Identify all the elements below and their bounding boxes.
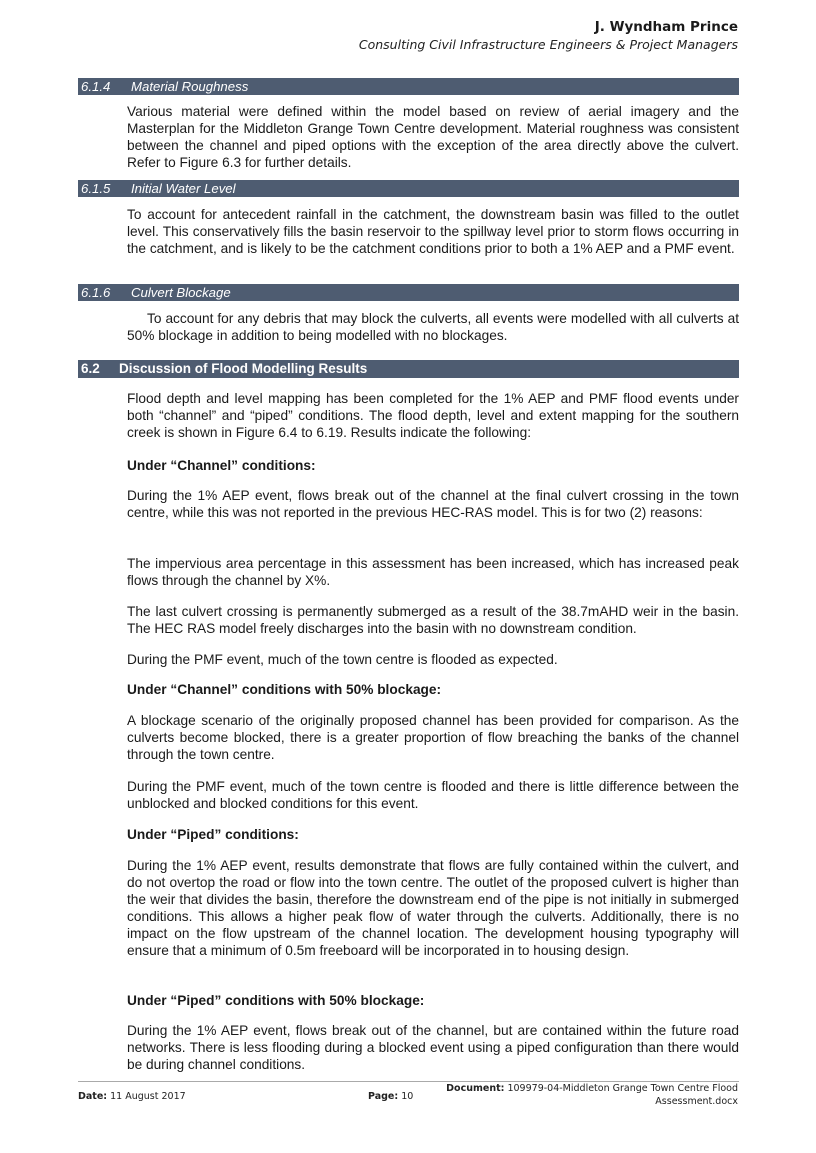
page-number: 10 xyxy=(401,1091,414,1102)
paragraph-material-roughness: Various material were defined within the model based on review of aerial imagery and the Masterplan for the Middleton Grange Town Centre development. Material roughness was consistent between the channel and piped options with the exception of the area directly above the culvert. Refer to Figure 6.3 for further details. xyxy=(127,104,739,170)
subheading-piped-blockage: Under “Piped” conditions with 50% blockage: xyxy=(127,993,425,1008)
company-tagline: Consulting Civil Infrastructure Engineers & Project Managers xyxy=(358,37,738,52)
subheading-piped: Under “Piped” conditions: xyxy=(127,827,299,842)
paragraph-piped-blockage-1: During the 1% AEP event, flows break out of the channel, but are contained within the future road networks. There is less flooding during a blocked event using a piped configuration than there would be during channel conditions. xyxy=(127,1023,739,1072)
section-heading-6-1-6 xyxy=(78,284,739,301)
page-label: Page: xyxy=(368,1091,399,1102)
section-title: Culvert Blockage xyxy=(131,285,231,300)
paragraph-channel-4: During the PMF event, much of the town centre is flooded as expected. xyxy=(127,652,558,667)
date-value: 11 August 2017 xyxy=(110,1091,186,1102)
paragraph-initial-water-level: To account for antecedent rainfall in the catchment, the downstream basin was filled to the outlet level. This conservatively fills the basin reservoir to the spillway level prior to storm flows occurring in the catchment, and is likely to be the catchment conditions prior to both a 1% AEP and a PMF event. xyxy=(127,207,739,256)
section-title: Discussion of Flood Modelling Results xyxy=(119,361,368,376)
section-heading-6-1-4 xyxy=(78,78,739,95)
document-name-line1: 109979-04-Middleton Grange Town Centre Flood xyxy=(507,1083,738,1094)
paragraph-intro: Flood depth and level mapping has been completed for the 1% AEP and PMF flood events under both “channel” and “piped” conditions. The flood depth, level and extent mapping for the southern creek is shown in Figure 6.4 to 6.19. Results indicate the following: xyxy=(127,391,739,440)
paragraph-channel-blockage-1: A blockage scenario of the originally proposed channel has been provided for comparison. As the culverts become blocked, there is a greater proportion of flow breaching the banks of the channel through the town centre. xyxy=(127,713,739,762)
page-header xyxy=(359,18,738,54)
paragraph-channel-2: The impervious area percentage in this assessment has been increased, which has increased peak flows through the channel by X%. xyxy=(127,556,739,588)
paragraph-piped-1: During the 1% AEP event, results demonstrate that flows are fully contained within the culvert, and do not overtop the road or flow into the town centre. The outlet of the proposed culvert is higher than the weir that divides the basin, therefore the downstream end of the pipe is not initially in submerged conditions. This allows a higher peak flow of water through the culverts. Additionally, there is no impact on the flow upstream of the channel location. The development housing typography will ensure that a minimum of 0.5m freeboard will be incorporated in to housing design. xyxy=(127,858,739,958)
section-number: 6.1.6 xyxy=(81,285,111,300)
subheading-channel-blockage: Under “Channel” conditions with 50% blockage: xyxy=(127,682,442,697)
section-number: 6.1.5 xyxy=(81,181,111,196)
section-number: 6.2 xyxy=(81,361,100,376)
section-heading-6-2 xyxy=(78,360,739,378)
paragraph-channel-1: During the 1% AEP event, flows break out of the channel at the final culvert crossing in the town centre, while this was not reported in the previous HEC-RAS model. This is for two (2) reasons: xyxy=(127,488,739,520)
document-name-line2: Assessment.docx xyxy=(655,1096,738,1107)
paragraph-culvert-blockage: To account for any debris that may block the culverts, all events were modelled with all culverts at 50% blockage in addition to being modelled with no blockages. xyxy=(127,311,739,343)
subheading-channel: Under “Channel” conditions: xyxy=(127,458,316,473)
section-heading-6-1-5 xyxy=(78,180,739,197)
footer-document xyxy=(446,1082,738,1108)
paragraph-channel-blockage-2: During the PMF event, much of the town centre is flooded and there is little difference between the unblocked and blocked conditions for this event. xyxy=(127,779,739,811)
footer-page xyxy=(368,1090,413,1103)
section-title: Material Roughness xyxy=(131,79,249,94)
section-title: Initial Water Level xyxy=(131,181,236,196)
footer-date xyxy=(78,1090,186,1103)
date-label: Date: xyxy=(78,1091,108,1102)
section-number: 6.1.4 xyxy=(81,79,111,94)
paragraph-channel-3: The last culvert crossing is permanently submerged as a result of the 38.7mAHD weir in the basin. The HEC RAS model freely discharges into the basin with no downstream condition. xyxy=(127,604,739,636)
company-name: J. Wyndham Prince xyxy=(594,19,738,35)
document-label: Document: xyxy=(446,1083,505,1094)
